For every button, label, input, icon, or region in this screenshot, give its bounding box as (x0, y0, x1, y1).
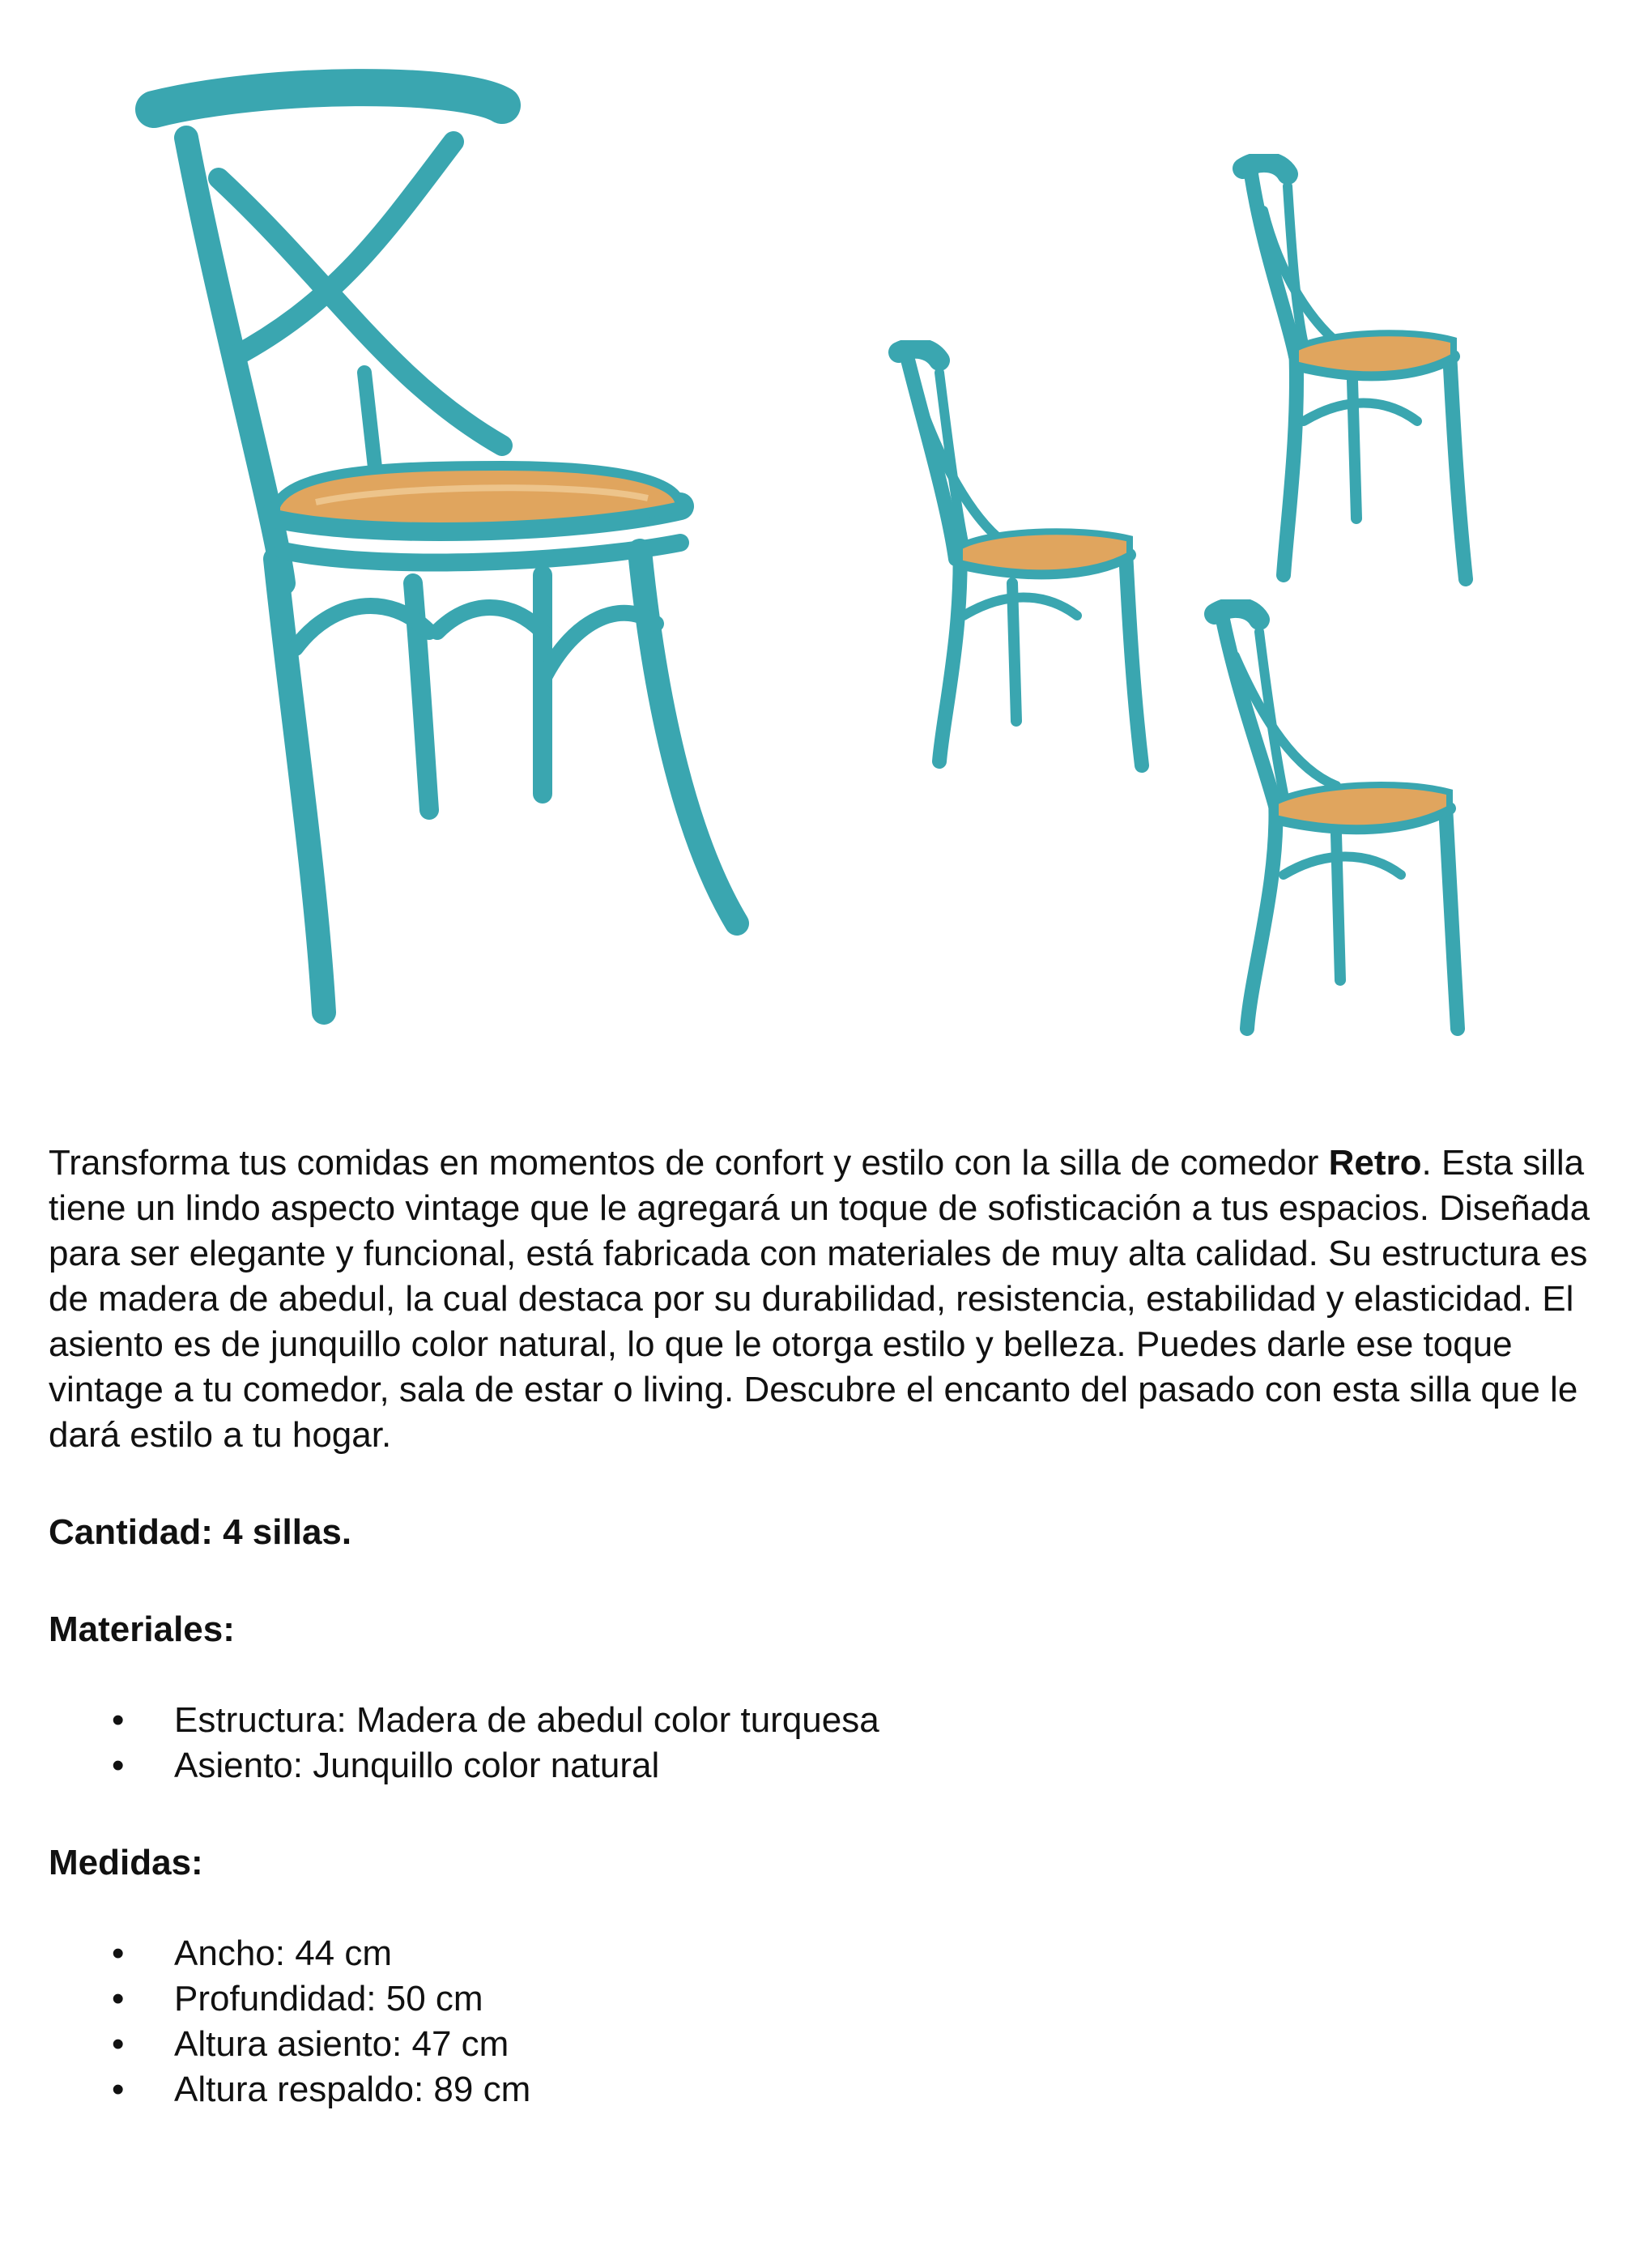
bullet: • (112, 1933, 125, 1973)
bullet: • (112, 2070, 125, 2109)
list-item-text: Altura asiento: 47 cm (174, 2024, 509, 2064)
description-text-1: Transforma tus comidas en momentos de confort y estilo con la silla de comedor (49, 1143, 1329, 1183)
chair-side-image (883, 340, 1158, 794)
bullet: • (112, 2024, 125, 2064)
bullet: • (112, 1746, 125, 1785)
list-item-text: Asiento: Junquillo color natural (174, 1746, 660, 1785)
list-item-text: Profundidad: 50 cm (174, 1979, 483, 2019)
materials-list (49, 1698, 1603, 1788)
chair-angle-image (1199, 599, 1474, 1053)
materials-heading: Materiales: (49, 1609, 235, 1649)
description-text-2: . Esta silla tiene un lindo aspecto vintage que le agregará un toque de sofisticación a tus espacios. Diseñada para ser elegante y funcional, está fabricada con materiales de muy alta calidad. Su estructura es de madera de abedul, la cual destaca por su durabilidad, resistencia, estabilidad y elasticidad. El asiento es de junquillo color natural, lo que le otorga estilo y belleza. Puedes darle ese toque vintage a tu comedor, sala de estar o living. Descubre el encanto del pasado con esta silla que le dará estilo a tu hogar. (49, 1143, 1590, 1455)
list-item-text: Ancho: 44 cm (174, 1933, 393, 1973)
list-item (49, 2067, 1603, 2112)
measures-list (49, 1931, 1603, 2112)
bullet: • (112, 1700, 125, 1740)
measures-heading: Medidas: (49, 1843, 203, 1882)
chair-back-image (1231, 154, 1474, 591)
chair-front-image (121, 65, 761, 1037)
list-item (49, 1976, 1603, 2022)
bullet: • (112, 1979, 125, 2019)
list-item (49, 1743, 1603, 1788)
list-item-text: Estructura: Madera de abedul color turquesa (174, 1700, 879, 1740)
description-paragraph (49, 1140, 1603, 1458)
product-name: Retro (1328, 1143, 1422, 1183)
list-item (49, 2022, 1603, 2067)
list-item-text: Altura respaldo: 89 cm (174, 2070, 531, 2109)
product-description (49, 1140, 1603, 2112)
quantity-heading: Cantidad: 4 sillas. (49, 1512, 352, 1552)
product-image-area (0, 0, 1652, 1085)
list-item (49, 1698, 1603, 1743)
list-item (49, 1931, 1603, 1976)
